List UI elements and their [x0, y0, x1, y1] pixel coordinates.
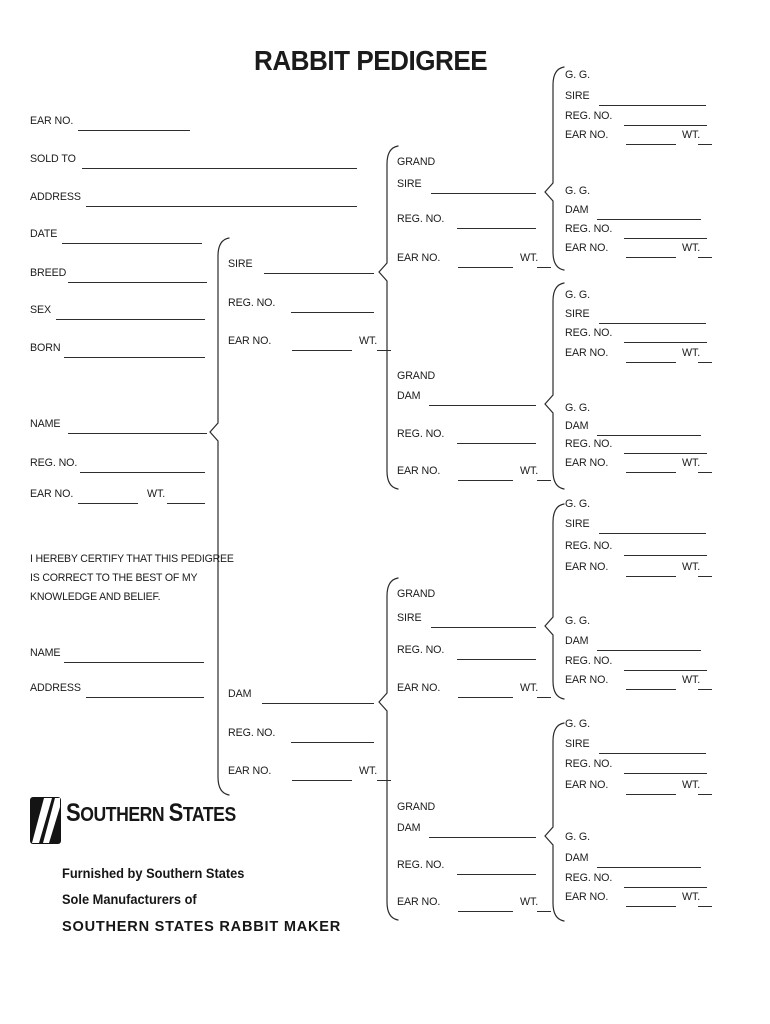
label-gg-dam-3-name: DAM [565, 635, 589, 647]
label-gg-sire-3-ear-no-wt: WT. [682, 561, 701, 573]
blank-grand-sire-1-ear-no[interactable] [458, 267, 513, 268]
label-gg-sire-1-name: SIRE [565, 90, 590, 102]
brace-great-grandparents-2 [545, 283, 564, 489]
blank-date[interactable] [62, 243, 202, 244]
label-gg-dam-4-name: DAM [565, 852, 589, 864]
label-gg-dam-1-reg-no: REG. NO. [565, 223, 613, 235]
blank-sire-ear-no-wt[interactable] [377, 350, 391, 351]
label-gg-sire-1-reg-no: REG. NO. [565, 110, 613, 122]
label-grand-dam-2-header: GRAND [397, 801, 436, 813]
blank-gg-sire-2-reg-no[interactable] [624, 342, 707, 343]
label-dam-ear-no: EAR NO. [228, 765, 272, 777]
brace-great-grandparents-1 [545, 67, 564, 270]
label-animal-name: NAME [30, 418, 61, 430]
label-sire-reg-no: REG. NO. [228, 297, 276, 309]
blank-sire-name[interactable] [264, 273, 374, 274]
label-gg-sire-3-ear-no: EAR NO. [565, 561, 609, 573]
label-gg-sire-2-name: SIRE [565, 308, 590, 320]
blank-gg-dam-2-name[interactable] [597, 435, 701, 436]
brace-great-grandparents-4 [545, 723, 564, 921]
blank-gg-sire-1-name[interactable] [599, 105, 706, 106]
label-grand-sire-1-name: SIRE [397, 178, 422, 190]
label-sex: SEX [30, 304, 52, 316]
blank-animal-name[interactable] [68, 433, 207, 434]
blank-grand-sire-1-name[interactable] [431, 193, 536, 194]
label-gg-sire-4-reg-no: REG. NO. [565, 758, 613, 770]
label-gg-dam-4-ear-no: EAR NO. [565, 891, 609, 903]
label-animal-ear-no: EAR NO. [30, 488, 74, 500]
label-grand-sire-2-name: SIRE [397, 612, 422, 624]
label-gg-dam-3-header: G. G. [565, 615, 591, 627]
label-dam-reg-no: REG. NO. [228, 727, 276, 739]
label-gg-sire-2-ear-no: EAR NO. [565, 347, 609, 359]
blank-grand-sire-2-ear-no-wt[interactable] [537, 697, 551, 698]
label-gg-sire-2-ear-no-wt: WT. [682, 347, 701, 359]
blank-animal-ear-no-wt[interactable] [167, 503, 205, 504]
logo-word-initial: S [168, 799, 183, 827]
blank-gg-sire-1-ear-no-wt[interactable] [698, 144, 712, 145]
label-gg-sire-4-ear-no-wt: WT. [682, 779, 701, 791]
brace-grandparents-top [379, 146, 398, 489]
logo-wordmark [66, 800, 236, 829]
label-grand-dam-1-ear-no: EAR NO. [397, 465, 441, 477]
blank-born[interactable] [64, 357, 205, 358]
blank-gg-sire-4-reg-no[interactable] [624, 773, 707, 774]
label-grand-dam-2-name: DAM [397, 822, 421, 834]
label-dam-name: DAM [228, 688, 252, 700]
label-grand-sire-1-ear-no: EAR NO. [397, 252, 441, 264]
label-grand-sire-1-ear-no-wt: WT. [520, 252, 539, 264]
blank-gg-sire-2-name[interactable] [599, 323, 706, 324]
label-sire-ear-no: EAR NO. [228, 335, 272, 347]
label-gg-dam-4-reg-no: REG. NO. [565, 872, 613, 884]
blank-grand-sire-2-name[interactable] [431, 627, 536, 628]
label-owner-ear-no: EAR NO. [30, 115, 74, 127]
page-title: RABBIT PEDIGREE [254, 45, 488, 76]
blank-gg-sire-4-ear-no-wt[interactable] [698, 794, 712, 795]
blank-gg-dam-4-reg-no[interactable] [624, 887, 707, 888]
label-gg-dam-3-ear-no-wt: WT. [682, 674, 701, 686]
label-gg-dam-2-ear-no-wt: WT. [682, 457, 701, 469]
blank-cert-name[interactable] [64, 662, 204, 663]
label-gg-sire-2-header: G. G. [565, 289, 591, 301]
blank-grand-dam-2-name[interactable] [429, 837, 536, 838]
label-gg-dam-4-header: G. G. [565, 831, 591, 843]
blank-grand-dam-1-ear-no-wt[interactable] [537, 480, 551, 481]
blank-gg-dam-3-ear-no-wt[interactable] [698, 689, 712, 690]
blank-dam-ear-no-wt[interactable] [377, 780, 391, 781]
blank-gg-dam-3-reg-no[interactable] [624, 670, 707, 671]
label-gg-dam-2-ear-no: EAR NO. [565, 457, 609, 469]
blank-animal-ear-no[interactable] [78, 503, 138, 504]
label-grand-sire-1-header: GRAND [397, 156, 436, 168]
label-owner-address: ADDRESS [30, 191, 81, 203]
blank-gg-dam-1-name[interactable] [597, 219, 701, 220]
label-grand-dam-1-header: GRAND [397, 370, 436, 382]
blank-grand-dam-2-ear-no[interactable] [458, 911, 513, 912]
label-gg-sire-3-name: SIRE [565, 518, 590, 530]
label-gg-sire-4-name: SIRE [565, 738, 590, 750]
blank-gg-sire-4-name[interactable] [599, 753, 706, 754]
label-gg-dam-1-name: DAM [565, 204, 589, 216]
blank-gg-dam-3-name[interactable] [597, 650, 701, 651]
blank-sire-reg-no[interactable] [291, 312, 374, 313]
label-grand-dam-2-reg-no: REG. NO. [397, 859, 445, 871]
label-gg-sire-1-ear-no: EAR NO. [565, 129, 609, 141]
label-gg-dam-2-reg-no: REG. NO. [565, 438, 613, 450]
label-grand-dam-1-name: DAM [397, 390, 421, 402]
blank-dam-name[interactable] [262, 703, 374, 704]
blank-gg-dam-2-ear-no-wt[interactable] [698, 472, 712, 473]
brace-grandparents-bottom [379, 578, 398, 920]
blank-sire-ear-no[interactable] [292, 350, 352, 351]
label-gg-sire-1-ear-no-wt: WT. [682, 129, 701, 141]
label-cert-name: NAME [30, 647, 61, 659]
southern-states-logo-icon [30, 797, 61, 844]
label-gg-sire-4-ear-no: EAR NO. [565, 779, 609, 791]
blank-gg-dam-1-ear-no-wt[interactable] [698, 257, 712, 258]
certification-line-1: I HEREBY CERTIFY THAT THIS PEDIGREE [30, 553, 234, 565]
label-grand-dam-1-reg-no: REG. NO. [397, 428, 445, 440]
label-grand-dam-2-ear-no: EAR NO. [397, 896, 441, 908]
blank-grand-dam-1-reg-no[interactable] [457, 443, 536, 444]
label-date: DATE [30, 228, 58, 240]
blank-grand-dam-1-ear-no[interactable] [458, 480, 513, 481]
label-sire-ear-no-wt: WT. [359, 335, 378, 347]
label-grand-sire-2-header: GRAND [397, 588, 436, 600]
certification-line-3: KNOWLEDGE AND BELIEF. [30, 591, 161, 603]
label-grand-dam-1-ear-no-wt: WT. [520, 465, 539, 477]
blank-gg-sire-3-ear-no[interactable] [626, 576, 676, 577]
blank-grand-dam-1-name[interactable] [429, 405, 536, 406]
brace-parents [210, 238, 229, 795]
blank-grand-sire-1-reg-no[interactable] [457, 228, 536, 229]
product-name-line: SOUTHERN STATES RABBIT MAKER [62, 918, 342, 935]
logo-word-rest: TATES [182, 804, 236, 826]
blank-gg-sire-3-name[interactable] [599, 533, 706, 534]
blank-sex[interactable] [56, 319, 205, 320]
blank-gg-sire-3-ear-no-wt[interactable] [698, 576, 712, 577]
label-gg-dam-3-ear-no: EAR NO. [565, 674, 609, 686]
label-grand-sire-2-ear-no: EAR NO. [397, 682, 441, 694]
blank-gg-dam-1-ear-no[interactable] [626, 257, 676, 258]
label-gg-sire-4-header: G. G. [565, 718, 591, 730]
blank-gg-dam-1-reg-no[interactable] [624, 238, 707, 239]
blank-owner-address[interactable] [86, 206, 357, 207]
label-sire-name: SIRE [228, 258, 253, 270]
label-dam-ear-no-wt: WT. [359, 765, 378, 777]
label-cert-address: ADDRESS [30, 682, 81, 694]
label-breed: BREED [30, 267, 67, 279]
blank-grand-dam-2-ear-no-wt[interactable] [537, 911, 551, 912]
label-animal-ear-no-wt: WT. [147, 488, 166, 500]
label-gg-dam-3-reg-no: REG. NO. [565, 655, 613, 667]
blank-gg-sire-1-ear-no[interactable] [626, 144, 676, 145]
blank-dam-ear-no[interactable] [292, 780, 352, 781]
label-gg-dam-1-ear-no: EAR NO. [565, 242, 609, 254]
blank-gg-sire-4-ear-no[interactable] [626, 794, 676, 795]
blank-dam-reg-no[interactable] [291, 742, 374, 743]
label-gg-dam-1-header: G. G. [565, 185, 591, 197]
blank-gg-sire-1-reg-no[interactable] [624, 125, 707, 126]
label-gg-sire-2-reg-no: REG. NO. [565, 327, 613, 339]
label-grand-sire-1-reg-no: REG. NO. [397, 213, 445, 225]
blank-breed[interactable] [68, 282, 207, 283]
blank-gg-dam-3-ear-no[interactable] [626, 689, 676, 690]
label-gg-sire-3-header: G. G. [565, 498, 591, 510]
label-sold-to: SOLD TO [30, 153, 76, 165]
label-gg-dam-2-name: DAM [565, 420, 589, 432]
brace-great-grandparents-3 [545, 504, 564, 699]
blank-grand-dam-2-reg-no[interactable] [457, 874, 536, 875]
label-gg-dam-2-header: G. G. [565, 402, 591, 414]
certification-line-2: IS CORRECT TO THE BEST OF MY [30, 572, 198, 584]
blank-gg-dam-2-reg-no[interactable] [624, 453, 707, 454]
blank-gg-dam-4-ear-no-wt[interactable] [698, 906, 712, 907]
blank-gg-dam-4-ear-no[interactable] [626, 906, 676, 907]
furnished-by-line: Furnished by Southern States [62, 866, 245, 881]
label-gg-sire-3-reg-no: REG. NO. [565, 540, 613, 552]
label-grand-dam-2-ear-no-wt: WT. [520, 896, 539, 908]
blank-grand-sire-2-reg-no[interactable] [457, 659, 536, 660]
blank-animal-reg-no[interactable] [80, 472, 205, 473]
blank-grand-sire-2-ear-no[interactable] [458, 697, 513, 698]
logo-word-initial: S [66, 799, 81, 827]
blank-gg-sire-2-ear-no-wt[interactable] [698, 362, 712, 363]
label-gg-dam-4-ear-no-wt: WT. [682, 891, 701, 903]
blank-gg-sire-2-ear-no[interactable] [626, 362, 676, 363]
label-gg-sire-1-header: G. G. [565, 69, 591, 81]
blank-gg-dam-2-ear-no[interactable] [626, 472, 676, 473]
label-grand-sire-2-ear-no-wt: WT. [520, 682, 539, 694]
blank-gg-sire-3-reg-no[interactable] [624, 555, 707, 556]
blank-cert-address[interactable] [86, 697, 204, 698]
label-grand-sire-2-reg-no: REG. NO. [397, 644, 445, 656]
blank-sold-to[interactable] [82, 168, 357, 169]
blank-owner-ear-no[interactable] [78, 130, 190, 131]
label-animal-reg-no: REG. NO. [30, 457, 78, 469]
blank-grand-sire-1-ear-no-wt[interactable] [537, 267, 551, 268]
logo-word-rest: OUTHERN [80, 804, 165, 826]
blank-gg-dam-4-name[interactable] [597, 867, 701, 868]
sole-manufacturers-line: Sole Manufacturers of [62, 892, 197, 907]
label-born: BORN [30, 342, 61, 354]
label-gg-dam-1-ear-no-wt: WT. [682, 242, 701, 254]
